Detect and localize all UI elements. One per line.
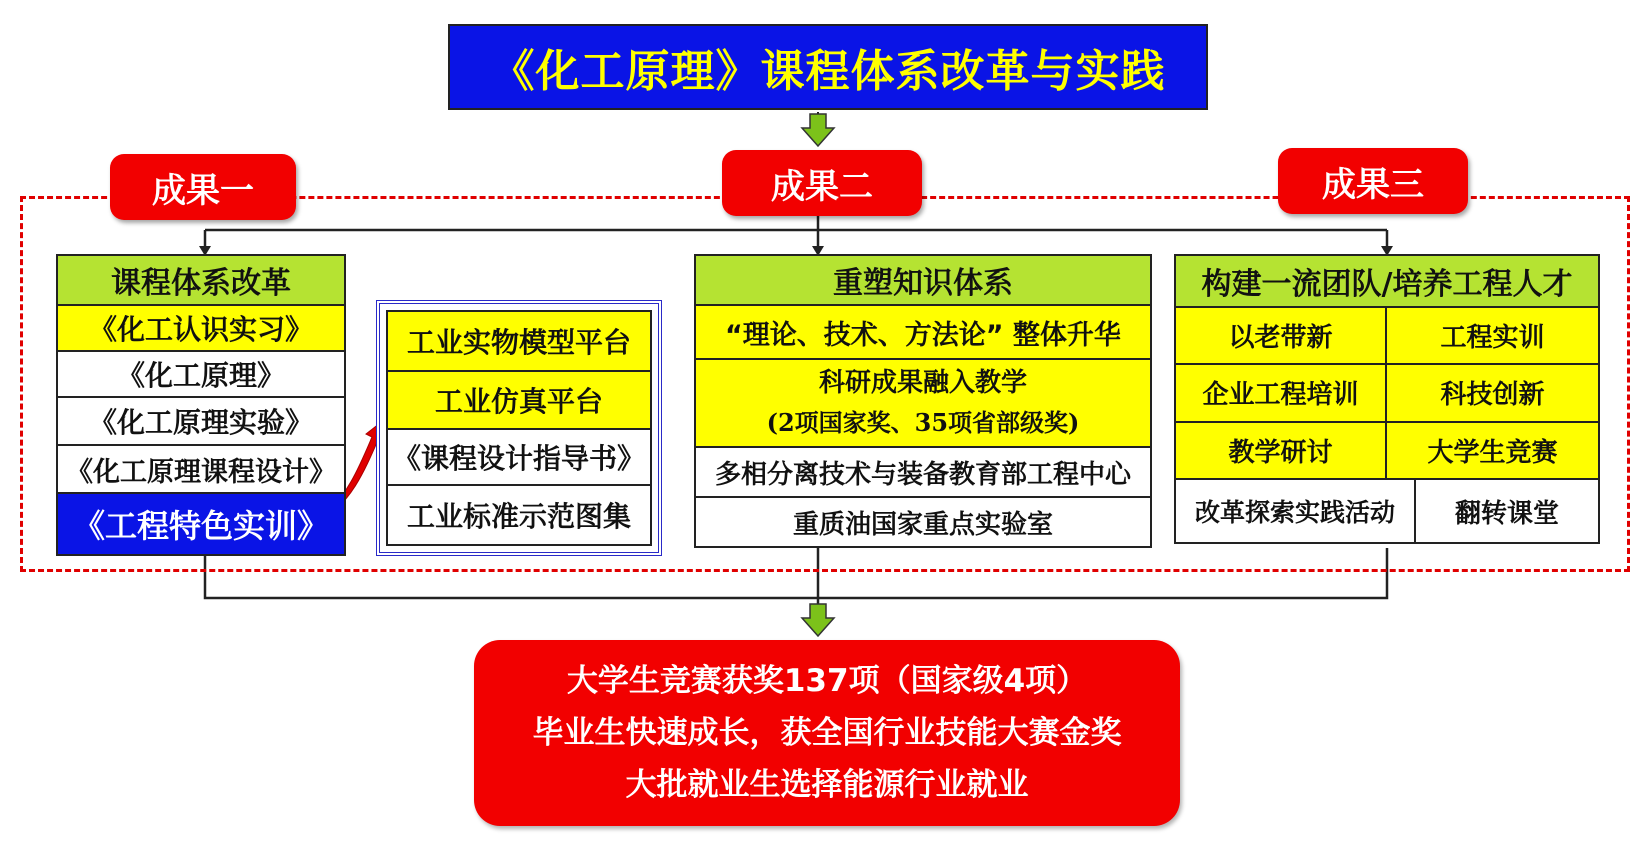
research-line-1: 科研成果融入教学 xyxy=(818,368,1027,398)
course-reform-column xyxy=(56,254,346,556)
platform-item: 工业仿真平台 xyxy=(388,372,650,430)
research-line-2: (2项国家奖、35项省部级奖) xyxy=(766,408,1080,437)
platform-box xyxy=(376,300,662,556)
outcome-line: 大学生竞赛获奖137项（国家级4项） xyxy=(566,663,1088,699)
team-item: 以老带新 xyxy=(1176,308,1387,365)
team-item: 翻转课堂 xyxy=(1416,480,1598,542)
outcome-line: 大批就业生选择能源行业就业 xyxy=(625,767,1029,803)
result-tag-1: 成果一 xyxy=(110,154,296,220)
knowledge-column xyxy=(694,254,1152,548)
team-item: 企业工程培训 xyxy=(1176,365,1387,422)
down-arrow-top xyxy=(802,112,834,146)
team-item: 大学生竞赛 xyxy=(1387,423,1598,480)
knowledge-item-research xyxy=(696,360,1150,448)
main-title: 《化工原理》课程体系改革与实践 xyxy=(448,24,1208,110)
course-reform-header: 课程体系改革 xyxy=(58,256,344,306)
result-tag-3: 成果三 xyxy=(1278,148,1468,214)
outcome-box xyxy=(474,640,1180,826)
knowledge-header: 重塑知识体系 xyxy=(696,256,1150,306)
result-tag-2: 成果二 xyxy=(722,150,922,216)
team-column xyxy=(1174,254,1600,544)
down-arrow-bottom xyxy=(802,604,834,636)
platform-item: 工业标准示范图集 xyxy=(388,486,650,544)
course-item: 《化工原理实验》 xyxy=(58,398,344,446)
knowledge-item: “理论、技术、方法论” 整体升华 xyxy=(696,306,1150,360)
knowledge-item: 多相分离技术与装备教育部工程中心 xyxy=(696,448,1150,498)
course-item-highlight: 《工程特色实训》 xyxy=(58,494,344,554)
team-item: 教学研讨 xyxy=(1176,423,1387,480)
knowledge-item: 重质油国家重点实验室 xyxy=(696,498,1150,546)
platform-item: 工业实物模型平台 xyxy=(388,312,650,372)
team-item: 改革探索实践活动 xyxy=(1176,480,1416,542)
team-header: 构建一流团队/培养工程人才 xyxy=(1176,256,1598,308)
course-item: 《化工认识实习》 xyxy=(58,306,344,352)
team-item: 工程实训 xyxy=(1387,308,1598,365)
team-item: 科技创新 xyxy=(1387,365,1598,422)
outcome-line: 毕业生快速成长，获全国行业技能大赛金奖 xyxy=(532,715,1122,751)
platform-item: 《课程设计指导书》 xyxy=(388,430,650,486)
course-item: 《化工原理》 xyxy=(58,352,344,398)
course-item: 《化工原理课程设计》 xyxy=(58,446,344,494)
